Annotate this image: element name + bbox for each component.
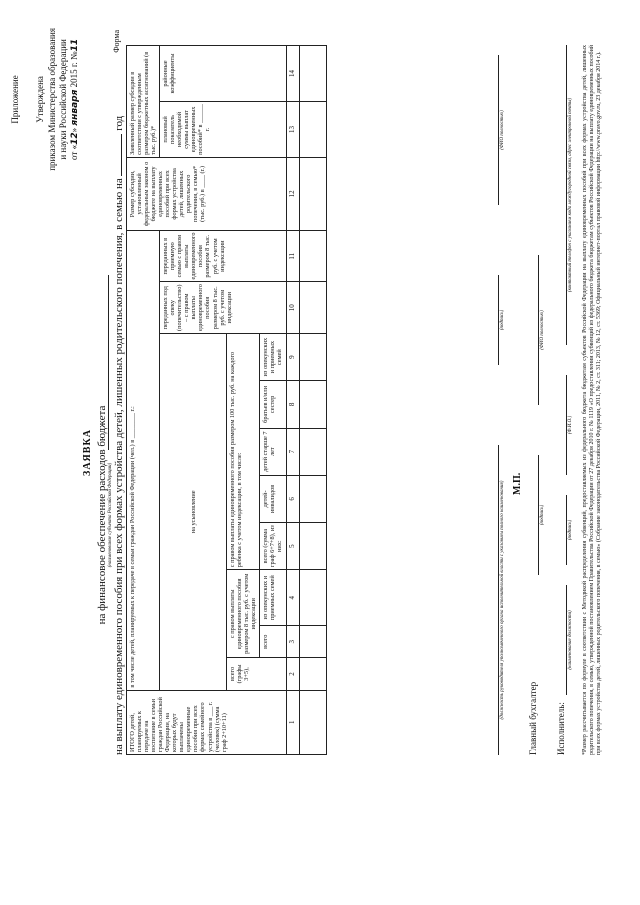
header-including: в том числе детей, планируемых к передаче в семьи граждан Российской Федерации (чел.) в ________ г.: bbox=[127, 230, 160, 690]
col-number: 14 bbox=[286, 46, 299, 102]
date-prefix: от « bbox=[69, 144, 79, 160]
header-from-guardian: из опекунских и приемных семей bbox=[260, 334, 286, 381]
exec-position-line bbox=[566, 585, 567, 695]
exec-fio-caption: (Ф.И.О.) bbox=[568, 415, 573, 435]
header-subsidy-size: Размер субсидии, установленный федеральным законом о бюджете на выплату единовременных пособий при всех формах устройства детей, лишенных родительского попечения, в семью* (тыс. руб.) в ____ (г.) bbox=[127, 157, 287, 230]
date-day: 12 bbox=[70, 132, 80, 145]
title-line-2-text: на выплату единовременного пособия при всех формах устройства детей, лишенных родительского попечения, в семью на bbox=[113, 178, 125, 755]
col-number: 12 bbox=[286, 157, 299, 230]
accountant-sign-line bbox=[538, 455, 539, 575]
table-cell[interactable] bbox=[299, 690, 326, 754]
header-all: всего bbox=[260, 626, 286, 658]
date-mid: » bbox=[69, 127, 79, 133]
exec-sign-line bbox=[566, 495, 567, 565]
col-number: 7 bbox=[286, 428, 299, 475]
head-sign-line bbox=[498, 275, 499, 365]
head-sign-caption: (подпись) bbox=[500, 309, 505, 331]
document-heading: ЗАЯВКА bbox=[82, 429, 93, 476]
title-line-2-year: год bbox=[113, 115, 125, 131]
head-fio-caption: (ФИО полностью) bbox=[500, 110, 505, 150]
table-cell[interactable] bbox=[299, 381, 326, 428]
executor-label: Исполнитель: bbox=[556, 702, 566, 755]
table-header-row-2 bbox=[160, 46, 227, 755]
header-siblings: братьев и/или сестер bbox=[260, 381, 286, 428]
approved-line-3: и науки Российской Федерации bbox=[57, 39, 68, 160]
col-number: 10 bbox=[286, 282, 299, 334]
col-number: 4 bbox=[286, 570, 299, 626]
col-number: 3 bbox=[286, 626, 299, 658]
head-fio-line bbox=[498, 55, 499, 205]
header-total-3-4: всего (графы 3+5), bbox=[227, 658, 286, 690]
header-all-sum: всего (сумма граф 6+7+8), из них: bbox=[260, 523, 286, 570]
exec-contact-caption: (контактный телефон с указанием кода междугородной связи, адрес электронной почты) bbox=[568, 97, 573, 293]
exec-fio-line bbox=[566, 375, 567, 475]
col-number: 9 bbox=[286, 334, 299, 381]
header-custody: переданных под опеку (попечительство) – с правом выплаты единовременного пособия размером 8 тыс. руб. с учетом индексации bbox=[160, 282, 286, 334]
title-line-1 bbox=[96, 275, 113, 755]
head-position-caption: (должность руководителя уполномоченного органа исполнительной власти с указанием полного наименования) bbox=[500, 480, 505, 720]
col-number: 13 bbox=[286, 102, 299, 158]
order-number: 11 bbox=[70, 38, 80, 52]
title-line-1-text: на финансовое обеспечение расходов бюджета bbox=[96, 405, 108, 625]
date-year-suffix: г. № bbox=[69, 51, 79, 70]
chief-accountant-label: Главный бухгалтер bbox=[528, 681, 538, 755]
approved-line-1: Утверждена bbox=[35, 76, 46, 123]
approval-block bbox=[10, 28, 81, 171]
column-number-row bbox=[286, 46, 299, 755]
header-declared: Заявленный размер субсидии в соответствии с утвержденным размером бюджетных ассигнований (в тыс. руб.)* bbox=[127, 46, 160, 158]
table-cell[interactable] bbox=[299, 658, 326, 690]
header-adoption: на усыновление bbox=[160, 334, 227, 691]
date-month: января bbox=[70, 89, 80, 126]
approval-date bbox=[69, 28, 81, 171]
footnote: *Размер рассчитывается по формуле в соответствии с Методикой распределения субвенций, предоставляемых из федерального бюджета бюджетам субъектов Российской Федерации на выплату единовременных пособий при всех формах устройства детей, лишенных родительского попечения, в семью, утвержденной постановлением Правительства Российской Федерации от 27 декабря 2010 г. № 1119 «О предоставлении субвенций из федерального бюджета бюджетам субъектов Российской Федерации на выплату единовременных пособий при всех формах устройства детей, лишенных родительского попечения, в семью» (Собрание законодательства Российской Федерации, 2011, № 2, ст. 311; 2013, № 12, ст. 5369; Официальный интернет-портал правовой информации http://www.pravo.gov.ru, 23 декабря 2014 г.). bbox=[582, 45, 602, 755]
header-planned: плановый показатель необходимой суммы выплат единовременных пособий* в ______ г. bbox=[160, 102, 286, 158]
col-number: 2 bbox=[286, 658, 299, 690]
application-table bbox=[126, 45, 327, 755]
table-data-row bbox=[299, 46, 326, 755]
col-number: 8 bbox=[286, 381, 299, 428]
header-disabled: детей-инвалидов bbox=[260, 475, 286, 522]
title-line-2 bbox=[113, 35, 125, 755]
head-position-line bbox=[498, 445, 499, 755]
header-foster: переданных в приемную семью с правом выплаты единовременного пособия размером 8 тыс. руб. с учетом индексации bbox=[160, 230, 286, 282]
header-with-100k: с правом выплаты единовременного пособия размером 100 тыс. руб. на каждого ребенка с учетом индексации, в том числе: bbox=[227, 334, 260, 570]
table-cell[interactable] bbox=[299, 570, 326, 626]
col-number: 11 bbox=[286, 230, 299, 282]
col-number: 1 bbox=[286, 690, 299, 754]
table-cell[interactable] bbox=[299, 626, 326, 658]
header-with-8k: с правом выплаты единовременного пособия размером 8 тыс. руб. с учетом индексации bbox=[227, 570, 260, 658]
table-cell[interactable] bbox=[299, 475, 326, 522]
table-cell[interactable] bbox=[299, 282, 326, 334]
table-cell[interactable] bbox=[299, 157, 326, 230]
table-cell[interactable] bbox=[299, 334, 326, 381]
stamp-placeholder: М.П. bbox=[512, 472, 523, 495]
col-number: 5 bbox=[286, 523, 299, 570]
table-cell[interactable] bbox=[299, 428, 326, 475]
header-total: ИТОГО детей, планируемых к передаче на воспитание в семьи граждан Российской Федерации, на которых будут выплачены единовременные пособия при всех формах семейного устройства в ___ г. (человек) (сумма граф 2+10+11) bbox=[127, 690, 287, 754]
table-cell[interactable] bbox=[299, 523, 326, 570]
table-cell[interactable] bbox=[299, 46, 326, 102]
accountant-fio-caption: (ФИО полностью) bbox=[540, 310, 545, 350]
title-blank-line bbox=[108, 275, 109, 450]
exec-position-caption: (наименование должности) bbox=[568, 610, 573, 670]
approved-line-2: приказом Министерства образования bbox=[46, 28, 57, 171]
exec-sign-caption: (подпись) bbox=[568, 519, 573, 541]
header-regional: районные коэффициенты bbox=[160, 46, 286, 102]
table-cell[interactable] bbox=[299, 102, 326, 158]
header-guardians-adopt: из опекунских и приемных семей bbox=[260, 570, 286, 626]
title-line-1-note: (наименование субъекта Российской Федерации) bbox=[108, 462, 113, 568]
accountant-sign-caption: (подпись) bbox=[540, 504, 545, 526]
year-blank bbox=[121, 134, 122, 176]
table-header-row-1 bbox=[127, 46, 160, 755]
header-older7: детей старше 7 лет bbox=[260, 428, 286, 475]
col-number: 6 bbox=[286, 475, 299, 522]
table-cell[interactable] bbox=[299, 230, 326, 282]
date-year: 2015 bbox=[69, 69, 79, 88]
exec-contact-line bbox=[566, 45, 567, 345]
form-label: Форма bbox=[112, 30, 121, 53]
accountant-fio-line bbox=[538, 255, 539, 405]
appendix-label: Приложение bbox=[10, 75, 20, 124]
